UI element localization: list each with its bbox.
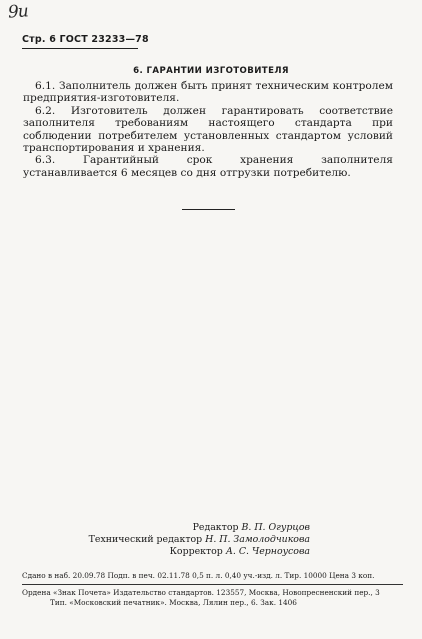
paragraph-6-1: 6.1. Заполнитель должен быть принят техническим контролем предприятия-изготовителя.	[23, 80, 393, 105]
section-body	[23, 80, 393, 179]
credit-name: Н. П. Замолодчикова	[205, 534, 310, 545]
credit-role: Корректор	[169, 546, 223, 557]
credit-role: Технический редактор	[88, 534, 203, 545]
section-title: 6. ГАРАНТИИ ИЗГОТОВИТЕЛЯ	[133, 66, 289, 76]
imprint-rule	[22, 584, 403, 585]
section-end-rule	[182, 209, 235, 210]
header-rule	[22, 48, 138, 49]
credit-tech-editor	[0, 534, 310, 546]
imprint	[22, 571, 403, 581]
credit-role: Редактор	[192, 522, 239, 533]
credit-name: В. П. Огурцов	[241, 522, 310, 533]
paragraph-6-2: 6.2. Изготовитель должен гарантировать соответствие заполнителя требованиям настоящего стандарта при соблюдении потребителем установленных стандартом условий транспортирования и хранения.	[23, 104, 393, 155]
paragraph-6-3: 6.3. Гарантийный срок хранения заполнителя устанавливается 6 месяцев со дня отгрузки потребителю.	[23, 154, 393, 179]
imprint-publisher	[22, 588, 403, 607]
credits	[0, 522, 310, 558]
imprint-printer-line: Тип. «Московский печатник». Москва, Лялин пер., 6. Зак. 1406	[50, 597, 297, 607]
handwritten-mark: 9u	[7, 1, 29, 23]
credit-editor	[0, 522, 310, 534]
imprint-print-data: Сдано в наб. 20.09.78 Подп. в печ. 02.11.78 0,5 п. л. 0,40 уч.-изд. л. Тир. 10000 Цена 3 коп.	[22, 571, 375, 580]
imprint-publisher-line: Ордена «Знак Почета» Издательство стандартов. 123557, Москва, Новопресненский пер., 3	[22, 588, 380, 597]
credit-corrector	[0, 546, 310, 558]
credit-name: А. С. Черноусова	[225, 546, 310, 557]
page-header: Стр. 6 ГОСТ 23233—78	[22, 34, 149, 45]
